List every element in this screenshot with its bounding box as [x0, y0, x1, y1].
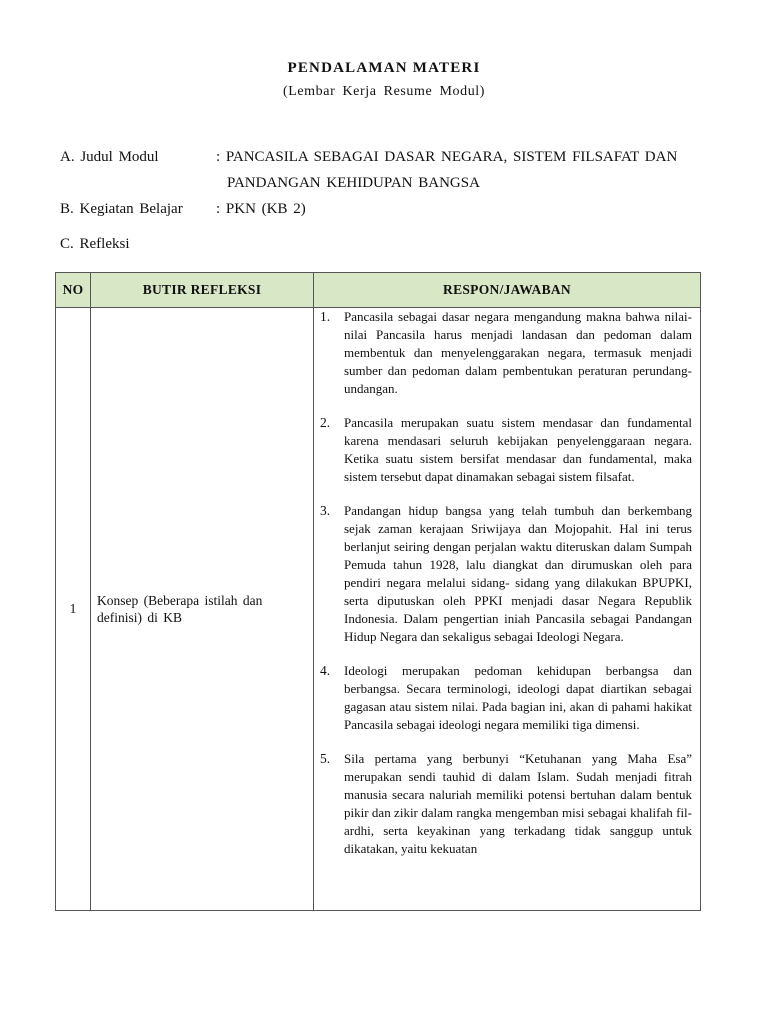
- header-no: NO: [56, 273, 91, 308]
- row-responses: [314, 308, 701, 911]
- header-respon-jawaban: RESPON/JAWABAN: [314, 273, 701, 308]
- response-item: [320, 414, 692, 486]
- kegiatan-belajar-value: : PKN (KB 2): [216, 201, 306, 217]
- table-row: [56, 308, 701, 911]
- document-subtitle: (Lembar Kerja Resume Modul): [282, 84, 486, 99]
- refleksi-table: [55, 272, 701, 911]
- response-number: 5.: [320, 751, 331, 766]
- response-number: 3.: [320, 503, 331, 518]
- response-text: Ideologi merupakan pedoman kehidupan berbangsa dan berbangsa. Secara terminologi, ideologi dapat diartikan sebagai gagasan atau sistem nilai. Pada bagian ini, akan di pahami hakikat Pancasila sebagai ideologi negara memiliki tiga dimensi.: [344, 663, 692, 732]
- response-number: 1.: [320, 309, 331, 324]
- document-title: PENDALAMAN MATERI: [287, 60, 481, 76]
- header-butir-refleksi: BUTIR REFLEKSI: [91, 273, 314, 308]
- judul-modul-value: : PANCASILA SEBAGAI DASAR NEGARA, SISTEM FILSAFAT DAN: [216, 149, 678, 165]
- response-item: [320, 662, 692, 734]
- response-number: 4.: [320, 663, 331, 678]
- response-text: Pancasila merupakan suatu sistem mendasar dan fundamental karena mendasari seluruh kebijakan penyelenggaraan negara. Ketika suatu sistem bersifat mendasar dan fundamental, maka sistem tersebut dapat dinamakan sebagai sistem filsafat.: [344, 415, 692, 484]
- response-item: [320, 750, 692, 858]
- table-header-row: [56, 273, 701, 308]
- response-number: 2.: [320, 415, 331, 430]
- judul-modul-value-cont: PANDANGAN KEHIDUPAN BANGSA: [227, 175, 480, 191]
- refleksi-label: C. Refleksi: [60, 236, 130, 252]
- response-text: Pancasila sebagai dasar negara mengandung makna bahwa nilai-nilai Pancasila harus menjadi landasan dan pedoman dalam membentuk dan menyelenggarakan negara, termasuk menjadi sumber dan pedoman dalam pembentukan peraturan perundang-undangan.: [344, 309, 692, 396]
- row-butir: Konsep (Beberapa istilah dan definisi) di KB: [91, 308, 314, 911]
- kegiatan-belajar-label: B. Kegiatan Belajar: [60, 201, 183, 217]
- judul-modul-label: A. Judul Modul: [60, 149, 159, 165]
- response-list: [320, 308, 692, 858]
- response-text: Sila pertama yang berbunyi “Ketuhanan yang Maha Esa” merupakan sendi tauhid di dalam Islam. Sudah menjadi fitrah manusia secara naluriah memiliki potensi bertuhan dalam bentuk pikir dan zikir dalam rangka mengemban misi sebagai khalifah fil-ardhi, serta keyakinan yang terkadang tidak sanggup untuk dikatakan, yaitu kekuatan: [344, 751, 692, 856]
- response-item: [320, 502, 692, 646]
- row-number: 1: [56, 308, 91, 911]
- response-item: [320, 308, 692, 398]
- response-text: Pandangan hidup bangsa yang telah tumbuh dan berkembang sejak zaman kerajaan Sriwijaya dan Mojopahit. Hal ini terus berlanjut seiring dengan perjalan waktu diteruskan dalam Sumpah Pemuda tahun 1928, lalu diangkat dan dirumuskan oleh para pendiri negara melalui sidang- sidang yang dilakukan BPUPKI, serta diputuskan oleh PPKI menjadi dasar Negara Republik Indonesia. Dalam pengertian iniah Pancasila sebagai Pandangan Hidup Negara dan sekaligus sebagai Ideologi Negara.: [344, 503, 692, 644]
